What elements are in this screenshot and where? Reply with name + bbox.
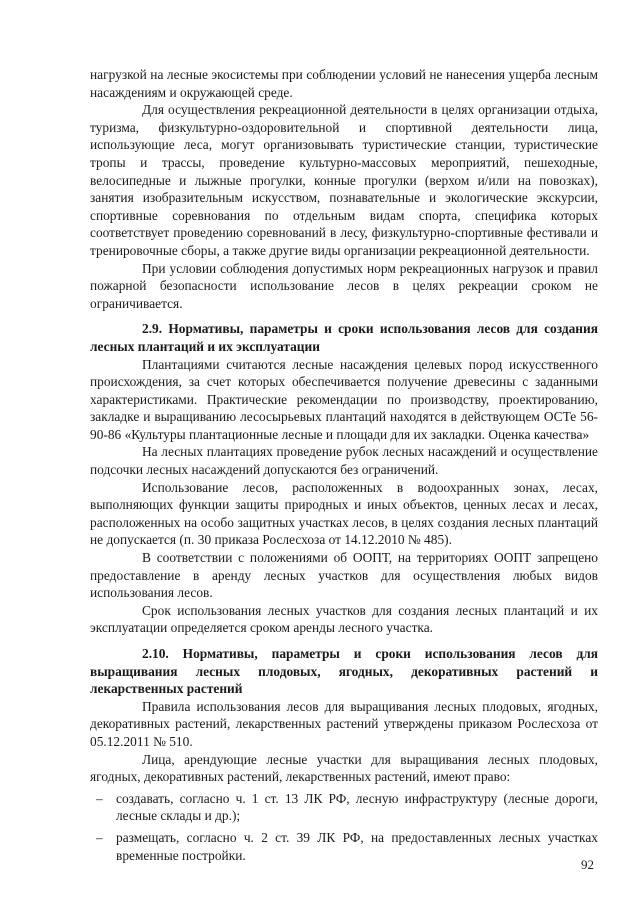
paragraph-continuation: нагрузкой на лесные экосистемы при соблюдении условий не нанесения ущерба лесным насаждениям и окружающей среде. [90, 67, 598, 100]
section-heading-2-10: 2.10. Нормативы, параметры и сроки использования лесов для выращивания лесных плодовых, ягодных, декоративных растений и лекарственных растений [90, 646, 598, 697]
paragraph-tenant-rights: Лица, арендующие лесные участки для выращивания лесных плодовых, ягодных, декоративных растений, лекарственных растений, имеют право: [90, 751, 598, 785]
bullet-marker: – [96, 790, 103, 806]
list-item [90, 829, 598, 864]
paragraph-plantations-restrictions: Использование лесов, расположенных в водоохранных зонах, лесах, выполняющих функции защиты природных и иных объектов, ценных лесах и лесах, расположенных на особо защитных участках лесов, в целях создания лесных плантаций не допускается (п. 30 приказа Рослесхоза от 14.12.2010 № 485). [90, 479, 598, 548]
bullet-marker: – [96, 829, 103, 845]
paragraph-recreation-activities: Для осуществления рекреационной деятельности в целях организации отдыха, туризма, физкультурно-оздоровительной и спортивной деятельности лица, использующие леса, могут организовывать туристические станции, туристические тропы и трассы, проведение культурно-массовых мероприятий, пешеходные, велосипедные и лыжные прогулки, конные прогулки (верхом и/или на повозках), занятия изобразительным искусством, познавательные и экологические экскурсии, спортивные соревнования по отдельным видам спорта, специфика которых соответствует проведению соревнований в лесу, физкультурно-спортивные фестивали и тренировочные сборы, а также другие виды организации рекреационной деятельности. [90, 102, 598, 258]
list-item-text: размещать, согласно ч. 2 ст. 39 ЛК РФ, на предоставленных лесных участках временные постройки. [116, 829, 598, 863]
paragraph-cultivation-rules: Правила использования лесов для выращивания лесных плодовых, ягодных, декоративных растений, лекарственных растений утверждены приказом Рослесхоза от 05.12.2011 № 510. [90, 698, 598, 749]
paragraph-recreation-conditions: При условии соблюдения допустимых норм рекреационных нагрузок и правил пожарной безопасности использование лесов в целях рекреации сроком не ограничивается. [90, 260, 598, 311]
list-item [90, 790, 598, 825]
paragraph-oopt: В соответствии с положениями об ООПТ, на территориях ООПТ запрещено предоставление в аренду лесных участков для осуществления любых видов использования лесов. [90, 550, 598, 601]
list-item-text: создавать, согласно ч. 1 ст. 13 ЛК РФ, лесную инфраструктуру (лесные дороги, лесные склады и др.); [116, 790, 598, 824]
paragraph-plantations-definition: Плантациями считаются лесные насаждения целевых пород искусственного происхождения, за счет которых обеспечивается получение древесины с заданными характеристиками. Практические рекомендации по производству, проектированию, закладке и выращиванию лесосырьевых плантаций находятся в действующем ОСТе 56-90-86 «Культуры плантационные лесные и площади для их закладки. Оценка качества» [90, 356, 598, 442]
paragraph-plantations-term: Срок использования лесных участков для создания лесных плантаций и их эксплуатации определяется сроком аренды лесного участка. [90, 602, 598, 636]
paragraph-plantations-cutting: На лесных плантациях проведение рубок лесных насаждений и осуществление подсочки лесных насаждений допускаются без ограничений. [90, 444, 598, 478]
page-number: 92 [581, 857, 594, 872]
section-heading-2-9: 2.9. Нормативы, параметры и сроки использования лесов для создания лесных плантаций и их эксплуатации [90, 321, 598, 354]
